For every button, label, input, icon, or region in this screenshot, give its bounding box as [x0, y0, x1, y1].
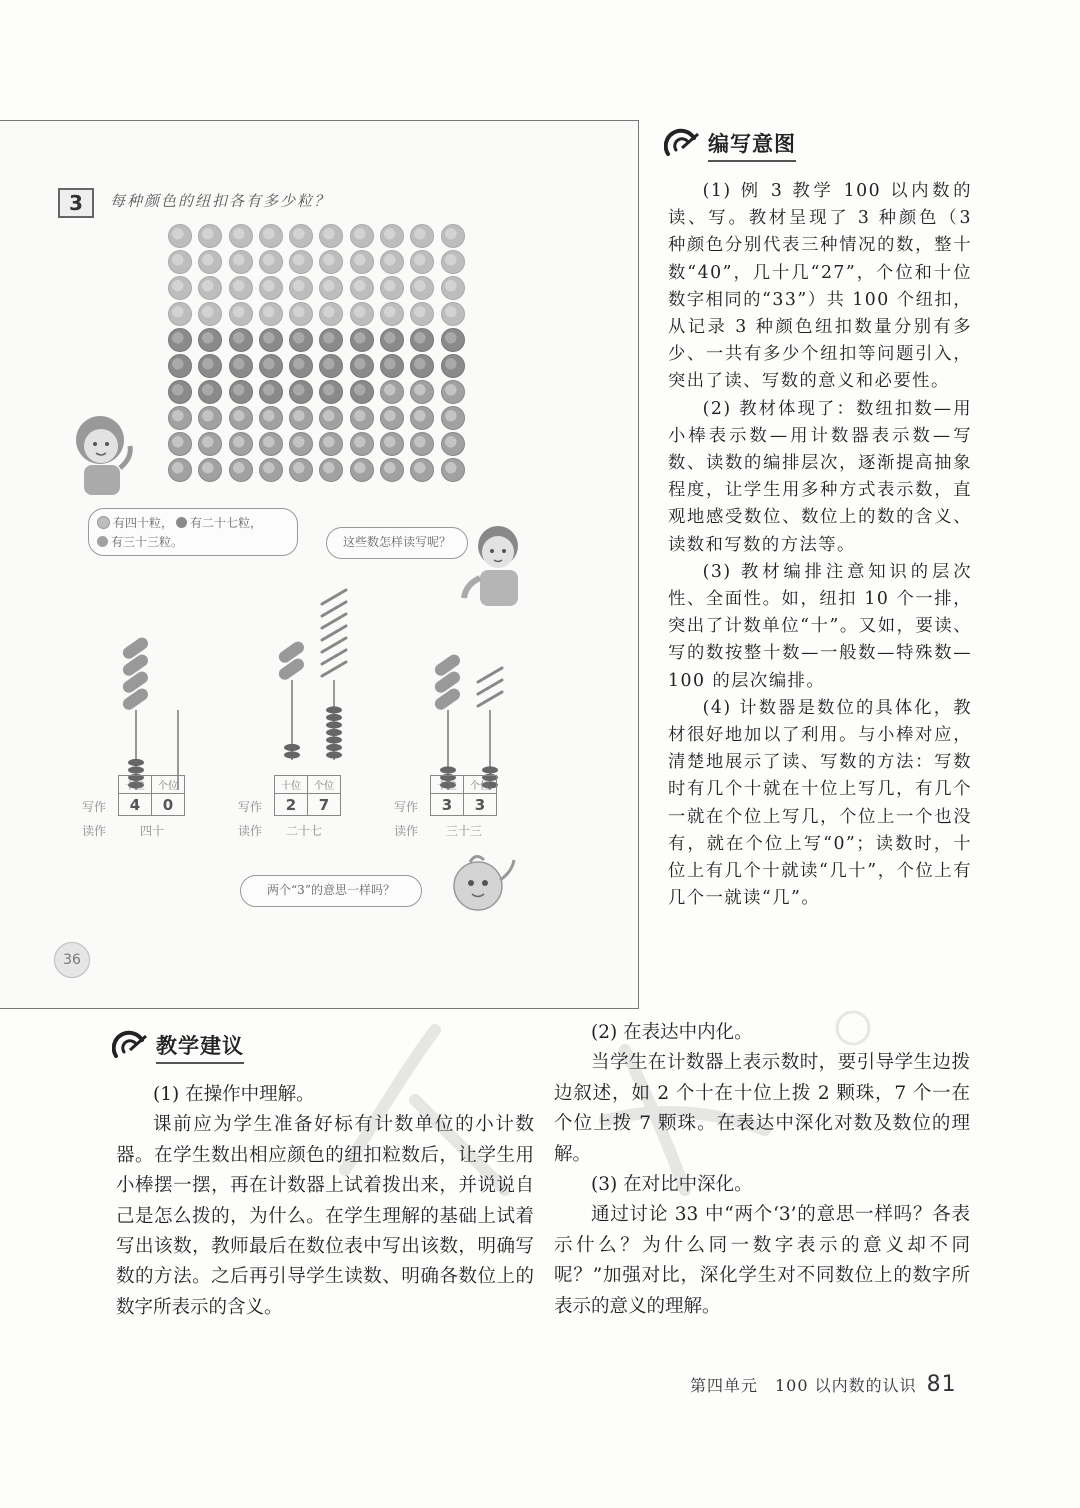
dark-button-dot	[380, 354, 404, 378]
intent-paragraph: (1) 例 3 教学 100 以内数的读、写。教材呈现了 3 种颜色（3 种颜色分别代表三种情况的数，整十数“40”，几十几“27”，个位和十位数字相同的“33”）共 100 个纽扣，从记录 3 种颜色纽扣数量分别有多少、一共有多少个纽扣等问题引入，突出了读、写数的意义和必要性。	[668, 181, 972, 392]
mid-button-dot	[319, 458, 343, 482]
boy-speech-bubble: 这些数怎样读写呢？	[326, 527, 468, 559]
counter-bead	[326, 736, 342, 743]
light-button-dot	[410, 250, 434, 274]
intent-title: 编写意图	[708, 128, 796, 162]
light-button-dot	[441, 224, 465, 248]
light-button-dot	[289, 224, 313, 248]
dark-button-dot	[168, 328, 192, 352]
dark-button-dot	[259, 354, 283, 378]
girl-bubble-line: 有三十三粒。	[111, 535, 184, 549]
suggestion-paragraph: 通过讨论 33 中“两个‘3’的意思一样吗？各表示什么？为什么同一数字表示的意义却不同呢？”加强对比，深化学生对不同数位上的数字所表示的意义的理解。	[554, 1204, 970, 1317]
dark-button-dot	[198, 380, 222, 404]
mid-button-dot	[441, 458, 465, 482]
loose-stick	[322, 626, 346, 640]
light-button-dot	[380, 302, 404, 326]
mid-button-dot	[380, 406, 404, 430]
dark-button-dot	[410, 354, 434, 378]
counter-bead	[326, 721, 342, 728]
light-button-dot	[259, 224, 283, 248]
loose-stick	[322, 590, 346, 604]
light-button-dot	[168, 276, 192, 300]
light-button-dot	[441, 250, 465, 274]
light-button-dot	[319, 250, 343, 274]
light-button-dot	[289, 302, 313, 326]
counter-bead	[326, 714, 342, 721]
counter-40	[100, 610, 220, 800]
mid-button-dot	[168, 432, 192, 456]
mid-button-dot	[350, 458, 374, 482]
dark-button-dot	[441, 354, 465, 378]
mid-button-dot	[198, 406, 222, 430]
tens-digit: 2	[275, 794, 308, 816]
light-button-dot	[350, 302, 374, 326]
mid-button-dot	[229, 458, 253, 482]
example-number-badge: 3	[58, 188, 94, 218]
loose-stick	[322, 662, 346, 676]
mid-button-dot	[380, 380, 404, 404]
light-button-dot	[229, 302, 253, 326]
swirl-icon	[664, 128, 702, 162]
light-button-dot	[319, 276, 343, 300]
light-button-dot	[259, 302, 283, 326]
loose-stick	[322, 614, 346, 628]
dark-button-dot	[259, 380, 283, 404]
dark-button-dot	[319, 354, 343, 378]
suggestion-subheading: (3) 在对比中深化。	[591, 1174, 753, 1196]
mid-button-dot	[259, 432, 283, 456]
mid-button-dot	[259, 406, 283, 430]
counter-bead	[326, 706, 342, 713]
counter-bead	[326, 751, 342, 758]
dark-button-dot	[229, 380, 253, 404]
intent-paragraph: (4) 计数器是数位的具体化，教材很好地加以了利用。与小棒对应，清楚地展示了读、写数的方法：写数时有几个十就在十位上写几，有几个一就在个位上写几，个位上一个也没有，就在个位上写“0”；读数时，十位上有几个十就读“几十”，个位上有几个一就读“几”。	[668, 697, 972, 909]
mid-button-dot	[410, 432, 434, 456]
girl-bubble-line: 有二十七粒，	[190, 516, 263, 530]
light-button-dot	[319, 302, 343, 326]
intent-paragraphs	[668, 178, 972, 912]
mid-button-dot	[441, 406, 465, 430]
suggestion-subheading: (1) 在操作中理解。	[153, 1084, 315, 1105]
suggestions-left-column	[116, 1080, 534, 1323]
mascot-illustration	[440, 850, 520, 920]
mid-button-dot	[350, 432, 374, 456]
dark-button-dot	[289, 380, 313, 404]
footer-unit-title: 第四单元 100 以内数的认识	[690, 1376, 917, 1395]
light-button-dot	[229, 250, 253, 274]
counter-bead	[284, 751, 300, 758]
read-label: 读作	[394, 824, 419, 838]
dark-button-dot	[198, 328, 222, 352]
girl-bubble-line: 有四十粒，	[113, 516, 174, 530]
dark-button-dot	[350, 354, 374, 378]
example-question: 每种颜色的纽扣各有多少粒？	[110, 192, 332, 210]
mid-button-dot	[229, 432, 253, 456]
read-label: 读作	[82, 824, 107, 838]
mid-button-icon	[97, 536, 108, 547]
counter-bead	[284, 744, 300, 751]
light-button-dot	[198, 302, 222, 326]
loose-stick	[478, 692, 502, 706]
boy-illustration	[452, 520, 536, 610]
light-button-dot	[289, 276, 313, 300]
light-button-dot	[289, 250, 313, 274]
tens-header: 十位	[119, 776, 152, 794]
inner-page-number: 36	[54, 942, 90, 978]
light-button-dot	[441, 276, 465, 300]
light-button-dot	[198, 276, 222, 300]
light-button-dot	[229, 224, 253, 248]
write-label: 写作	[82, 800, 107, 814]
tens-digit: 4	[119, 794, 152, 816]
intent-heading	[664, 128, 796, 162]
suggestion-paragraph: 当学生在计数器上表示数时，要引导学生边拨边叙述，如 2 个十在十位上拨 2 颗珠，7 个一在个位上拨 7 颗珠。在表达中深化对数及数位的理解。	[554, 1052, 970, 1165]
tens-header: 十位	[431, 776, 464, 794]
light-button-dot	[410, 224, 434, 248]
write-label: 写作	[238, 800, 263, 814]
swirl-icon	[112, 1030, 150, 1064]
dark-button-dot	[168, 354, 192, 378]
mid-button-dot	[289, 406, 313, 430]
ones-header: 个位	[464, 776, 497, 794]
suggestions-heading	[112, 1030, 244, 1064]
counter-bead	[128, 766, 144, 773]
loose-stick	[322, 638, 346, 652]
light-button-dot	[168, 224, 192, 248]
suggestions-title: 教学建议	[156, 1030, 244, 1064]
light-button-dot	[380, 224, 404, 248]
mid-button-dot	[410, 406, 434, 430]
light-button-dot	[229, 276, 253, 300]
counter-33	[412, 610, 532, 800]
ones-digit: 0	[152, 794, 185, 816]
dark-button-dot	[168, 380, 192, 404]
intent-paragraph: (2) 教材体现了：数纽扣数—用小棒表示数—用计数器表示数—写数、读数的编排层次，逐渐提高抽象程度，让学生用多种方式表示数，直观地感受数位、数位上的数的含义、读数和写数的方法等。	[668, 398, 972, 555]
light-button-dot	[410, 276, 434, 300]
dark-button-dot	[259, 328, 283, 352]
dark-button-dot	[229, 328, 253, 352]
dark-button-dot	[350, 328, 374, 352]
mascot-speech-bubble: 两个“3”的意思一样吗？	[240, 875, 422, 907]
counter-bead	[326, 744, 342, 751]
page-footer	[690, 1372, 957, 1397]
counter-27	[256, 580, 376, 770]
light-button-dot	[259, 250, 283, 274]
light-button-dot	[350, 276, 374, 300]
mid-button-dot	[168, 406, 192, 430]
mid-button-dot	[259, 458, 283, 482]
dark-button-icon	[176, 517, 187, 528]
place-table-33	[430, 775, 497, 816]
reading-text: 三十三	[446, 824, 483, 838]
dark-button-dot	[350, 380, 374, 404]
mid-button-dot	[289, 458, 313, 482]
girl-illustration	[68, 410, 138, 500]
light-button-dot	[168, 302, 192, 326]
place-table-40	[118, 775, 185, 816]
ones-digit: 7	[308, 794, 341, 816]
loose-stick	[478, 680, 502, 694]
loose-stick	[478, 668, 502, 682]
light-button-dot	[319, 224, 343, 248]
light-button-dot	[410, 302, 434, 326]
mid-button-dot	[198, 432, 222, 456]
counter-bead	[482, 766, 498, 773]
dark-button-dot	[289, 354, 313, 378]
mid-button-dot	[168, 458, 192, 482]
dark-button-dot	[198, 354, 222, 378]
ones-digit: 3	[464, 794, 497, 816]
footer-page-number: 81	[926, 1372, 957, 1397]
light-button-dot	[380, 250, 404, 274]
mid-button-dot	[380, 458, 404, 482]
intent-paragraph: (3) 教材编排注意知识的层次性、全面性。如，纽扣 10 个一排，突出了计数单位“十”。又如，要读、写的数按整十数—一般数—特殊数—100 的层次编排。	[668, 561, 972, 691]
light-button-dot	[350, 224, 374, 248]
read-label: 读作	[238, 824, 263, 838]
mid-button-dot	[410, 380, 434, 404]
light-button-dot	[259, 276, 283, 300]
light-button-icon	[97, 516, 110, 529]
loose-stick	[322, 650, 346, 664]
counter-bead	[128, 759, 144, 766]
counter-bead	[440, 766, 456, 773]
dark-button-dot	[319, 380, 343, 404]
button-grid	[168, 224, 469, 482]
mid-button-dot	[410, 458, 434, 482]
mid-button-dot	[350, 406, 374, 430]
light-button-dot	[380, 276, 404, 300]
light-button-dot	[198, 224, 222, 248]
light-button-dot	[168, 250, 192, 274]
dark-button-dot	[229, 354, 253, 378]
dark-button-dot	[410, 328, 434, 352]
tens-header: 十位	[275, 776, 308, 794]
dark-button-dot	[289, 328, 313, 352]
ones-header: 个位	[152, 776, 185, 794]
place-table-27	[274, 775, 341, 816]
mid-button-dot	[380, 432, 404, 456]
girl-speech-bubble	[88, 508, 298, 556]
dark-button-dot	[441, 328, 465, 352]
suggestion-paragraph: 课前应为学生准备好标有计数单位的小计数器。在学生数出相应颜色的纽扣粒数后，让学生用小棒摆一摆，再在计数器上试着拨出来，并说说自己是怎么拨的，为什么。在学生理解的基础上试着写出该数，教师最后在数位表中写出该数，明确写数的方法。之后再引导学生读数、明确各数位上的数字所表示的含义。	[116, 1114, 534, 1318]
mid-button-dot	[229, 406, 253, 430]
mid-button-dot	[198, 458, 222, 482]
dark-button-dot	[319, 328, 343, 352]
mid-button-dot	[319, 432, 343, 456]
suggestion-subheading: (2) 在表达中内化。	[591, 1022, 753, 1043]
counter-bead	[326, 729, 342, 736]
write-label: 写作	[394, 800, 419, 814]
loose-stick	[322, 602, 346, 616]
mid-button-dot	[289, 432, 313, 456]
light-button-dot	[198, 250, 222, 274]
tens-digit: 3	[431, 794, 464, 816]
light-button-dot	[441, 302, 465, 326]
mid-button-dot	[441, 380, 465, 404]
reading-text: 二十七	[286, 824, 323, 838]
suggestions-right-column	[554, 1018, 970, 1322]
mid-button-dot	[441, 432, 465, 456]
dark-button-dot	[380, 328, 404, 352]
mid-button-dot	[319, 406, 343, 430]
light-button-dot	[350, 250, 374, 274]
ones-header: 个位	[308, 776, 341, 794]
reading-text: 四十	[140, 824, 165, 838]
